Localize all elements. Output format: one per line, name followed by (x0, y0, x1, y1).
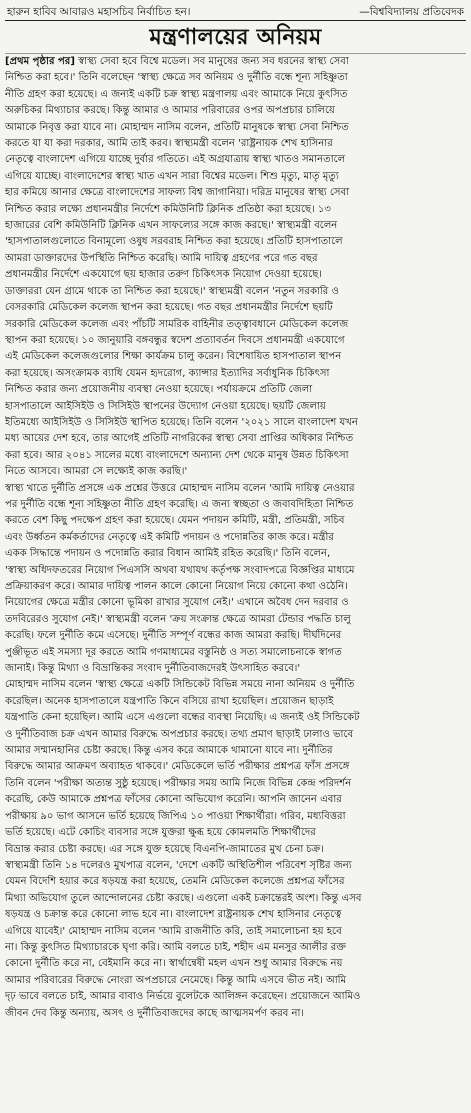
article-line (5, 858, 466, 874)
article-line (5, 776, 466, 792)
article-line (5, 612, 466, 628)
article-line (5, 464, 466, 480)
article-line-text: ও দুর্নীতিবাজ চক্র এখন আমার বিরুদ্ধে অপপ্রচার করছে। তথ্য প্রমাণ ছাড়াই ঢালাও ভাবে (5, 728, 354, 740)
article-line (5, 595, 466, 611)
article-line-text: হাসপাতালে আইসিইউ ও সিসিইউ স্থাপনের উদ্যোগ নেওয়া হয়েছে। ছয়টি জেলায় (5, 400, 326, 412)
article-line-text: সরকারি মেডিকেল কলেজ এবং পাঁচটি সামরিক বাহিনীর তত্ত্বাবধানে মেডিকেল কলেজ (5, 318, 349, 330)
article-line-text: জানাই। কিন্তু মিথ্যা ও বিভ্রান্তিকর সংবাদ দুর্নীতিবাজদেরই উৎসাহিত করবে।' (5, 663, 301, 675)
article-line-text: আমার সম্মানহানির চেষ্টা করছে। কিন্তু এসব করে আমাকে থামানো যাবে না। দুর্নীতির (5, 745, 333, 757)
article-line-text: করেছিল। অনেক হাসপাতালে যন্ত্রপাতি কিনে বসিয়ে রাখা হয়েছিল। প্রয়োজন ছাড়াই (5, 695, 334, 707)
article-line-text: বিরুদ্ধে আমার আক্রমণ অব্যাহত থাকবে।' মেডিকেলে ভর্তি পরীক্ষার প্রশ্নপত্র ফাঁস প্রসঙ্গে (5, 761, 350, 773)
article-line (5, 579, 466, 595)
article-line-text: নিশ্চিত করা হবে।' তিনি বলেছেন 'স্বাস্থ্য ক্ষেত্রে সব অনিয়ম ও দুর্নীতি বন্ধে শূন্য সহিষ্ণুতা (5, 72, 348, 84)
article-line (5, 103, 466, 119)
article-line-text: করেছি, কেউ আমাকে প্রশ্নপত্র ফাঁসের কোনো অভিযোগ করেনি। আপনি জানেন এবার (5, 794, 342, 806)
article-line-text: করা হয়েছে। অসংক্রামক ব্যাধি যেমন হৃদরোগ, ক্যান্সার ইত্যাদির সর্বাধুনিক চিকিৎসা (5, 367, 330, 379)
article-line (5, 628, 466, 644)
article-line (5, 317, 466, 333)
article-line-text: 'হাসপাতালগুলোতে বিনামূল্যে ওষুধ সরবরাহ নিশ্চিত করা হয়েছে। প্রতিটি হাসপাতালে (5, 236, 343, 248)
article-line-text: নিশ্চিত করার জন্য প্রয়োজনীয় ব্যবস্থা নেওয়া হয়েছে। পর্যায়ক্রমে প্রতিটি জেলা (5, 384, 313, 396)
article-line (5, 645, 466, 661)
article-line-text: আমার পরিবারের বিরুদ্ধে নোংরা অপপ্রচারে নেমেছে। কিন্তু আমি এসবে ভীত নই। আমি (5, 974, 347, 986)
article-line-text: পরীক্ষায় ৯০ ভাগ আসনে ভর্তি হয়েছে জিপিএ ১০ পাওয়া শিক্ষার্থীরা। গরিব, মধ্যবিত্তরা (5, 810, 346, 822)
article-line (5, 891, 466, 907)
article-line (5, 185, 466, 201)
article-line (5, 169, 466, 185)
article-line-text: নেতৃত্বে বাংলাদেশ এগিয়ে যাচ্ছে দুর্বার গতিতে। এই অগ্রযাত্রায় স্বাস্থ্য খাতও সমানতালে (5, 154, 346, 166)
article-line-text: নিশ্চিত করার লক্ষ্যে প্রধানমন্ত্রীর নির্দেশে কমিউনিটি ক্লিনিক প্রতিষ্ঠা করা হয়েছে। ১৩ (5, 203, 331, 215)
article-line-text: বিভ্রান্ত করার চেষ্টা করছে। এর সঙ্গে যুক্ত হয়েছে বিএনপি-জামাতের মুখ চেনা চক্র। (5, 843, 324, 855)
article-line-text: এগিয়ে যাচ্ছে। বাংলাদেশের স্বাস্থ্য খাত এখন সারা বিশ্বের মডেল। শিশু মৃত্যু, মাতৃ মৃত্যু (5, 170, 339, 182)
article-line (5, 661, 466, 677)
byline: —বিশ্ববিদ্যালয় প্রতিবেদক (359, 6, 464, 18)
article-line (5, 989, 466, 1005)
article-line-text: একক সিদ্ধান্তে পদায়ন ও পদোন্নতি করার বিধান আমিই রহিত করেছি।' তিনি বলেন, (5, 548, 331, 560)
article-line (5, 743, 466, 759)
article-line (5, 924, 466, 940)
article-line (5, 300, 466, 316)
article-line-text: এবং উর্ধ্বতন কর্মকর্তাদের নেতৃত্বে এই কমিটি পদায়ন ও পদোন্নতির কাজ করে। মন্ত্রীর (5, 531, 334, 543)
article-line-text: বেসরকারি মেডিকেল কলেজ স্থাপন করা হয়েছে। গত বছর প্রধানমন্ত্রীর নির্দেশে ছয়টি (5, 302, 333, 314)
article-line-text: আমাকে নিবৃত্ত করা যাবে না। মোহাম্মদ নাসিম বলেন, প্রতিটি মানুষকে স্বাস্থ্য সেবা নিশ্চিত (5, 121, 349, 133)
article-line-text: মধ্য আয়ের দেশ হবে, তার আগেই প্রতিটি নাগরিকের স্বাস্থ্য সেবা প্রাপ্তির অধিকার নিশ্চিত (5, 433, 354, 445)
article-line (5, 70, 466, 86)
article-line (5, 87, 466, 103)
article-line (5, 907, 466, 923)
article-line (5, 54, 466, 70)
previous-article-tail (5, 2, 466, 21)
article-line-text: কোনো দুর্নীতি করে না, বেইমানি করে না। স্বার্থান্বেষী মহল এখন শুধু আমার বিরুদ্ধে নয় (5, 958, 343, 970)
article-line (5, 530, 466, 546)
article-line-text: স্বাস্থ্য খাতে দুর্নীতি প্রসঙ্গে এক প্রশ্নের উত্তরে মোহাম্মদ নাসিম বলেন 'আমি দায়িত্ব নেওয়ার (5, 482, 355, 494)
article-line (5, 563, 466, 579)
article-line-text: ভর্তি হয়েছে। এটে কোচিং ব্যবসার সঙ্গে যুক্তরা ক্ষুব্ধ হয়ে কোমলমতি শিক্ষার্থীদের (5, 827, 316, 839)
article-line-text: যেমন বিদেশি হয়ার করে ষড়যন্ত্র করা হয়েছে, তেমনি মেডিকেল কলেজে প্রশ্নপত্র ফাঁসের (5, 876, 345, 888)
article-line (5, 809, 466, 825)
article-line (5, 152, 466, 168)
article-line-text: হার কমিয়ে আনার ক্ষেত্রে বাংলাদেশের সাফল্য বিশ্ব জাগানিয়া। দরিদ্র মানুষের স্বাস্থ্য সেবা (5, 187, 350, 199)
article-line-text: করতে যা যা করা দরকার, আমি তাই করব। স্বাস্থ্যমন্ত্রী বলেন 'রাষ্ট্রনায়ক শেখ হাসিনার (5, 138, 333, 150)
article-line (5, 366, 466, 382)
article-line-text: ডাক্তাররা যেন গ্রামে থাকে তা নিশ্চিত করা হয়েছে।' স্বাস্থ্যমন্ত্রী বলেন 'নতুন সরকারি ও (5, 285, 339, 297)
article-line (5, 218, 466, 234)
article-line (5, 825, 466, 841)
article-line (5, 694, 466, 710)
article-line-text: প্রধানমন্ত্রীর নির্দেশে একযোগে ছয় হাজার তরুণ চিকিৎসক নিয়োগ দেওয়া হয়েছে। (5, 269, 322, 281)
continuation-tag: [প্রথম পৃষ্ঠার পর] (5, 56, 75, 67)
article-line-text: ইতিমধ্যে আইসিইউ ও সিসিইউ স্থাপিত হয়েছে। তিনি বলেন '২০২১ সালে বাংলাদেশ যখন (5, 416, 358, 428)
article-line (5, 234, 466, 250)
article-line-text: প্রক্রিয়াকরণ করে। আমার দায়িত্ব পালন কালে কোনো নিয়োগ নিয়ে কোনো কথা ওঠেনি। (5, 581, 348, 592)
article-line-text: করেছি। ফলে দুর্নীতি কমে এসেছে। দুর্নীতি সম্পূর্ণ বন্ধের কাজ আমরা করছি। দীর্ঘদিনের (5, 630, 342, 642)
article-line-text: তদবিরেরও সুযোগ নেই।' স্বাস্থ্যমন্ত্রী বলেন 'ক্রয় সংক্রান্ত ক্ষেত্রে আমরা টেন্ডার পদ্ধতি চালু (5, 613, 351, 625)
article-line-text: এগিয়ে যাবেই।' মোহাম্মদ নাসিম বলেন 'আমি রাজনীতি করি, তাই সমালোচনা হয় হবে (5, 925, 342, 937)
article-line-text: আমরা ডাক্তারদের উপস্থিতি নিশ্চিত করেছি। আমি দায়িত্ব গ্রহণের পরে গত বছর (5, 252, 318, 264)
article-line (5, 759, 466, 775)
article-line-text: করতে বেশ কিছু পদক্ষেপ গ্রহণ করা হয়েছে। যেমন পদায়ন কমিটি, মন্ত্রী, প্রতিমন্ত্রী, সচিব (5, 515, 345, 527)
article-line (5, 940, 466, 956)
article-line (5, 1006, 466, 1022)
article-line (5, 448, 466, 464)
article-line-text: যন্ত্রপাতি কেনা হয়েছিল। আমি এসে এগুলো বন্ধের ব্যবস্থা নিয়েছি। এ জন্যই ওই সিন্ডিকেট (5, 712, 360, 724)
article-line-text: করা হবে। আর ২০৪১ সালের মধ্যে বাংলাদেশে অন্যান্য দেশ থেকে মানুষ উন্নত চিকিৎসা (5, 449, 349, 461)
article-line (5, 481, 466, 497)
article-line (5, 267, 466, 283)
article-line (5, 874, 466, 890)
article-line (5, 431, 466, 447)
article-line (5, 727, 466, 743)
article-line (5, 792, 466, 808)
article-line (5, 284, 466, 300)
article-line (5, 546, 466, 562)
article-line-text: স্বাস্থ্য সেবা হবে বিশ্বে মডেল। সব মানুষের জন্য সব ধরনের স্বাস্থ্য সেবা (74, 56, 349, 67)
article-line (5, 251, 466, 267)
article-line (5, 399, 466, 415)
article-line (5, 513, 466, 529)
article-line (5, 382, 466, 398)
article-line-text: স্বাস্থ্যমন্ত্রী তিনি ১৪ দলেরও মুখপাত্র বলেন, 'দেশে একটি অস্থিতিশীল পরিবেশ সৃষ্টির জন্য (5, 859, 352, 871)
article-line-text: এই মেডিকেল কলেজগুলোর শিক্ষা কার্যক্রম চালু করেন। বিশেষায়িত হাসপাতাল স্থাপন (5, 351, 342, 363)
article-line-text: পুঞ্জীভূত এই সমস্যা দূর করতে আমি গণমাধ্যমের বস্তুনিষ্ঠ ও সত্য সমালোচনাকে স্বাগত (5, 646, 342, 658)
article-line-text: পর দুর্নীতি বন্ধে শূন্য সহিষ্ণুতা নীতি গ্রহণ করেছি। এ জন্য স্বচ্ছতা ও জবাবদিহিতা নিশ্চিত (5, 498, 354, 510)
article-line (5, 677, 466, 693)
article-body (5, 54, 466, 1022)
article-line (5, 956, 466, 972)
article-line (5, 136, 466, 152)
previous-article-text: হারুন হাবিব আবারও মহাসচিব নির্বাচিত হন। (7, 6, 191, 18)
article-line-text: মোহাম্মদ নাসিম বলেন 'স্বাস্থ্য ক্ষেত্রে একটি সিন্ডিকেট বিভিন্ন সময়ে নানা অনিয়ম ও দুর্নীতি (5, 679, 355, 691)
article-line (5, 842, 466, 858)
article-line-text: দৃঢ় ভাবে বলতে চাই, আমার বাবাও নির্ভয়ে বুলেটকে আলিঙ্গন করেছেন। প্রয়োজনে আমিও (5, 991, 361, 1003)
article-line (5, 415, 466, 431)
article-line-text: অরুচিকর মিথ্যাচার করছে। কিন্তু আমার ও আমার পরিবারের ওপর অপপ্রচার চালিয়ে (5, 105, 335, 117)
article-line-text: তিনি বলেন 'পরীক্ষা অত্যন্ত সুষ্ঠু হয়েছে। পরীক্ষার সময় আমি নিজে বিভিন্ন কেন্দ্র পরিদর্শন (5, 777, 352, 789)
article-line (5, 202, 466, 218)
article-line (5, 333, 466, 349)
article-line (5, 973, 466, 989)
article-line-text: মিথ্যা অভিযোগ তুলে আন্দোলনের চেষ্টা করছে। এগুলো একই চক্রান্তেরই অংশ। কিন্তু এসব (5, 892, 362, 904)
article-line (5, 349, 466, 365)
article-line-text: ষড়যন্ত্র ও চক্রান্ত করে কোনো লাভ হবে না। বাংলাদেশ রাষ্ট্রনায়ক শেখ হাসিনার নেতৃত্বে (5, 909, 342, 921)
article-line-text: নিতে আসবে। আমরা সে লক্ষ্যেই কাজ করছি।' (5, 466, 188, 478)
article-line-text: না। কিন্তু কুৎসিত মিথ্যাচারকে ঘৃণা করি। আমি বলতে চাই, শহীদ এম মনসুর আলীর রক্ত (5, 941, 347, 953)
article-line (5, 710, 466, 726)
article-line (5, 497, 466, 513)
article-line-text: নিয়োগের ক্ষেত্রে মন্ত্রীর কোনো ভূমিকা রাখার সুযোগ নেই।' এখানে অবৈধ দেন দরবার ও (5, 597, 349, 609)
article-line (5, 120, 466, 136)
article-headline: মন্ত্রণালয়ের অনিয়ম (5, 21, 466, 54)
article-line-text: হাজারের বেশি কমিউনিটি ক্লিনিক এখন সাফল্যের সঙ্গে কাজ করছে।' স্বাস্থ্যমন্ত্রী বলেন (5, 220, 338, 232)
article-line-text: স্থাপন করা হয়েছে। ১০ জানুয়ারি বঙ্গবন্ধুর স্বদেশ প্রত্যাবর্তন দিবসে প্রধানমন্ত্রী একযোগে (5, 334, 345, 346)
article-line-text: নীতি গ্রহণ করা হয়েছে। এ জন্যই একটি চক্র স্বাস্থ্য মন্ত্রণালয় এবং আমাকে নিয়ে কুৎসিত (5, 88, 348, 100)
article-line-text: 'স্বাস্থ্য অধিদফতরের নিয়োগ পিএসসি অথবা যথাযথ কর্তৃপক্ষ সংবাদপত্রে বিজ্ঞপ্তির মাধ্যমে (5, 564, 355, 576)
article-line-text: জীবন দেব কিন্তু অন্যায়, অসৎ ও দুর্নীতিবাজদের কাছে আত্মসমর্পণ করব না। (5, 1007, 305, 1019)
